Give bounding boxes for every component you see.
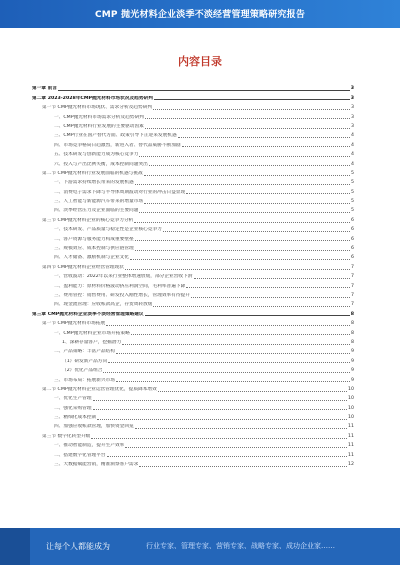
- toc-entry-page: 6: [351, 236, 354, 242]
- toc-entry-page: 9: [351, 358, 354, 364]
- toc-entry-title: 三、人工智能与新能源汽车带来的增量市场: [54, 199, 144, 205]
- toc-entry[interactable]: [32, 412, 354, 421]
- toc-entry-title: 第三节 数字化转型升级: [42, 433, 91, 439]
- toc-entry-page: 3: [351, 123, 354, 129]
- toc-entry[interactable]: [32, 205, 354, 214]
- toc-leader-dots: [178, 137, 350, 138]
- toc-entry-title: 四、现金流管理：应收账款高企，存货周转放缓: [54, 302, 153, 308]
- toc-entry-title: 第四节 CMP抛光材料企业经营管理现状: [42, 264, 124, 270]
- toc-leader-dots: [108, 362, 350, 363]
- toc-leader-dots: [191, 297, 350, 298]
- toc-entry-title: 三、市场布局：拓展新兴市场: [54, 377, 115, 383]
- toc-entry[interactable]: [32, 290, 354, 299]
- toc-leader-dots: [158, 391, 347, 392]
- toc-entry[interactable]: [32, 196, 354, 205]
- toc-leader-dots: [145, 315, 350, 316]
- toc-entry[interactable]: [32, 318, 354, 327]
- toc-entry-title: 三、精细化成本控制: [54, 415, 97, 421]
- toc-entry[interactable]: [32, 402, 354, 411]
- toc-entry-title: 第三章 CMP抛光材料企业淡季不淡经营管理策略建议: [32, 311, 144, 317]
- toc-entry[interactable]: [32, 459, 354, 468]
- toc-entry-title: 四、加强应收账款管理，加快资金回笼: [54, 424, 134, 430]
- toc-entry-page: 5: [351, 180, 354, 186]
- toc-entry-page: 3: [350, 95, 354, 101]
- toc-entry-page: 6: [351, 217, 354, 223]
- toc-entry[interactable]: [32, 224, 354, 233]
- toc-leader-dots: [122, 344, 350, 345]
- toc-leader-dots: [130, 259, 350, 260]
- toc-entry-title: 二、消费电子需求下降与半导体周期波动对行业的冲击日益显现: [54, 189, 186, 195]
- header-band: [0, 0, 400, 28]
- table-of-contents: [32, 83, 354, 468]
- toc-leader-dots: [91, 438, 347, 439]
- toc-entry[interactable]: [32, 308, 354, 317]
- toc-leader-dots: [106, 325, 350, 326]
- toc-entry-title: 一、优化生产管理: [54, 396, 92, 402]
- toc-entry-page: 8: [351, 330, 354, 336]
- toc-entry-page: 3: [351, 114, 354, 120]
- toc-entry-title: 第一章 前言: [32, 86, 58, 92]
- toc-leader-dots: [116, 353, 350, 354]
- toc-entry-page: 3: [351, 105, 354, 111]
- toc-entry-page: 11: [348, 443, 354, 449]
- toc-entry-title: 一、营收波动：2022年以来行业整体增速放缓，部分企业营收下滑: [54, 274, 193, 280]
- toc-entry[interactable]: [32, 214, 354, 223]
- toc-entry[interactable]: [32, 121, 354, 130]
- toc-leader-dots: [153, 306, 350, 307]
- toc-entry-title: 1、深耕存量客户，挖掘潜力: [62, 339, 122, 345]
- footer-roles: 行业专家、管理专家、营销专家、战略专家、成功企业家……: [146, 542, 335, 550]
- toc-entry-title: 二、CMP抛光材料行业发展的主要驱动因素: [54, 123, 144, 129]
- toc-entry-page: 6: [351, 227, 354, 233]
- toc-entry-page: 5: [351, 208, 354, 214]
- toc-entry[interactable]: [32, 92, 354, 101]
- toc-leader-dots: [139, 212, 350, 213]
- toc-entry-title: 三、大数据赋能营销，精准洞察客户需求: [54, 462, 139, 468]
- toc-entry-page: 6: [351, 255, 354, 261]
- toc-entry-page: 5: [351, 170, 354, 176]
- toc-leader-dots: [58, 90, 350, 91]
- toc-entry-page: 3: [350, 86, 354, 92]
- toc-leader-dots: [125, 269, 350, 270]
- toc-entry-title: 三、CMP行业在国产替代方面、政策引导下正迎来发展机遇: [54, 133, 177, 139]
- toc-entry-page: 7: [351, 274, 354, 280]
- toc-leader-dots: [154, 99, 350, 100]
- toc-entry-page: 11: [348, 433, 354, 439]
- toc-entry-page: 10: [348, 386, 354, 392]
- toc-entry-title: 第三节 CMP抛光材料企业的核心竞争力分析: [42, 217, 134, 223]
- footer-decoration: [0, 528, 30, 565]
- toc-entry-title: 第二章 2023-2028年CMP抛光材料市场状况及趋势研判: [32, 95, 153, 101]
- toc-entry-page: 7: [351, 302, 354, 308]
- toc-entry-title: 一、推动智能制造，提升生产效率: [54, 443, 125, 449]
- toc-entry-page: 9: [351, 377, 354, 383]
- toc-entry[interactable]: [32, 177, 354, 186]
- toc-heading: 内容目录: [178, 55, 222, 68]
- toc-leader-dots: [144, 175, 350, 176]
- toc-entry[interactable]: [32, 168, 354, 177]
- toc-entry-title: 五、技术研发与创新能力成为核心竞争力: [54, 152, 139, 158]
- toc-entry-title: 四、人才储备、激励机制与企业文化: [54, 255, 130, 261]
- toc-entry[interactable]: [32, 327, 354, 336]
- toc-entry[interactable]: [32, 186, 354, 195]
- toc-entry-title: 四、淡季经营压力及企业面临的主要问题: [54, 208, 139, 214]
- toc-entry-title: 二、产品策略：丰富产品结构: [54, 349, 115, 355]
- toc-leader-dots: [182, 146, 350, 147]
- toc-entry[interactable]: [32, 83, 354, 92]
- toc-leader-dots: [135, 428, 347, 429]
- toc-entry-title: 四、市场竞争格局日趋激烈，新进入者、替代品威胁不断加剧: [54, 142, 181, 148]
- toc-entry-page: 9: [351, 368, 354, 374]
- toc-entry-title: 三、费用管控：销售费用、研发投入刚性增长，管理效率有待提升: [54, 292, 190, 298]
- toc-entry-title: 六、投入与产出比例失衡，成本控制问题突出: [54, 161, 148, 167]
- toc-entry-title: 第二节 CMP抛光材料企业运营管理优化，提质降本增效: [42, 386, 157, 392]
- toc-entry-page: 7: [351, 283, 354, 289]
- toc-leader-dots: [186, 193, 350, 194]
- toc-entry-title: 第一节 CMP抛光材料市场现状、需求分析及趋势研判: [42, 105, 153, 111]
- toc-entry[interactable]: [32, 252, 354, 261]
- toc-entry-page: 7: [351, 292, 354, 298]
- toc-entry-page: 10: [348, 405, 354, 411]
- footer-slogan: 让每个人都能成为: [46, 542, 110, 551]
- toc-leader-dots: [93, 409, 348, 410]
- toc-entry-page: 4: [351, 133, 354, 139]
- toc-entry-page: 8: [351, 321, 354, 327]
- toc-leader-dots: [194, 278, 351, 279]
- toc-entry[interactable]: [32, 111, 354, 120]
- toc-leader-dots: [135, 250, 350, 251]
- toc-leader-dots: [145, 128, 350, 129]
- toc-entry[interactable]: [32, 261, 354, 270]
- toc-entry[interactable]: [32, 374, 354, 383]
- toc-entry-page: 11: [348, 424, 354, 430]
- toc-entry[interactable]: [32, 271, 354, 280]
- toc-entry[interactable]: [32, 233, 354, 242]
- report-title: CMP 抛光材料企业淡季不淡经营管理策略研究报告: [94, 10, 306, 20]
- toc-entry[interactable]: [32, 430, 354, 439]
- toc-leader-dots: [134, 222, 350, 223]
- toc-entry[interactable]: [32, 421, 354, 430]
- toc-entry[interactable]: [32, 158, 354, 167]
- toc-entry-title: 三、规模效应、成本控制与供应链管理: [54, 246, 134, 252]
- toc-entry[interactable]: [32, 243, 354, 252]
- toc-entry[interactable]: [32, 384, 354, 393]
- toc-entry[interactable]: [32, 139, 354, 148]
- toc-leader-dots: [116, 381, 350, 382]
- toc-entry[interactable]: [32, 355, 354, 364]
- toc-entry-title: 第一节 CMP抛光材料市场拓展: [42, 321, 106, 327]
- toc-leader-dots: [135, 240, 350, 241]
- toc-entry[interactable]: [32, 365, 354, 374]
- toc-entry-page: 6: [351, 246, 354, 252]
- toc-leader-dots: [144, 203, 350, 204]
- toc-leader-dots: [139, 156, 350, 157]
- toc-entry[interactable]: [32, 440, 354, 449]
- toc-entry[interactable]: [32, 337, 354, 346]
- toc-leader-dots: [153, 109, 350, 110]
- toc-leader-dots: [186, 287, 350, 288]
- toc-entry[interactable]: [32, 393, 354, 402]
- toc-leader-dots: [149, 165, 350, 166]
- toc-leader-dots: [135, 184, 350, 185]
- toc-entry-title: 二、客户资源与服务能力构成重要壁垒: [54, 236, 134, 242]
- toc-entry-page: 4: [351, 142, 354, 148]
- toc-entry-page: 8: [350, 311, 354, 317]
- toc-entry-title: 一、CMP抛光材料市场需求分析及趋势研判: [54, 114, 144, 120]
- toc-entry-title: 第二节 CMP抛光材料行业发展面临的机遇与挑战: [42, 170, 143, 176]
- toc-entry-page: 12: [348, 462, 354, 468]
- toc-entry-page: 10: [348, 396, 354, 402]
- toc-leader-dots: [131, 334, 350, 335]
- toc-entry-page: 10: [348, 415, 354, 421]
- toc-entry[interactable]: [32, 102, 354, 111]
- footer-band: [0, 528, 400, 565]
- toc-leader-dots: [97, 419, 347, 420]
- toc-entry-title: 一、下游需求持续增长带来的发展机遇: [54, 180, 134, 186]
- toc-entry[interactable]: [32, 149, 354, 158]
- toc-entry-page: 9: [351, 349, 354, 355]
- toc-entry-page: 7: [351, 264, 354, 270]
- toc-leader-dots: [145, 118, 350, 119]
- toc-entry[interactable]: [32, 280, 354, 289]
- toc-entry-title: 一、CMP抛光材料企业市场开拓策略: [54, 330, 130, 336]
- toc-entry[interactable]: [32, 449, 354, 458]
- toc-leader-dots: [163, 231, 350, 232]
- toc-leader-dots: [125, 447, 347, 448]
- toc-entry-page: 5: [351, 199, 354, 205]
- toc-leader-dots: [139, 466, 347, 467]
- toc-leader-dots: [93, 400, 348, 401]
- toc-entry[interactable]: [32, 299, 354, 308]
- toc-entry-title: 二、盈利能力：原材料价格波动挤压利润空间，毛利率普遍下降: [54, 283, 186, 289]
- toc-leader-dots: [107, 456, 347, 457]
- toc-entry-title: 二、强化采购管理: [54, 405, 92, 411]
- toc-entry-title: （1）研发新产品方向: [62, 358, 108, 364]
- toc-entry-title: 二、搭建数字化管理平台: [54, 452, 106, 458]
- toc-entry-page: 11: [348, 452, 354, 458]
- toc-entry-title: （2）优化产品组合: [62, 368, 103, 374]
- toc-entry[interactable]: [32, 346, 354, 355]
- toc-entry-page: 8: [351, 339, 354, 345]
- toc-entry-page: 4: [351, 152, 354, 158]
- toc-entry-title: 一、技术研发、产品质量与稳定性是企业核心竞争力: [54, 227, 162, 233]
- toc-entry[interactable]: [32, 130, 354, 139]
- toc-entry-page: 4: [351, 161, 354, 167]
- toc-leader-dots: [103, 372, 350, 373]
- toc-entry-page: 5: [351, 189, 354, 195]
